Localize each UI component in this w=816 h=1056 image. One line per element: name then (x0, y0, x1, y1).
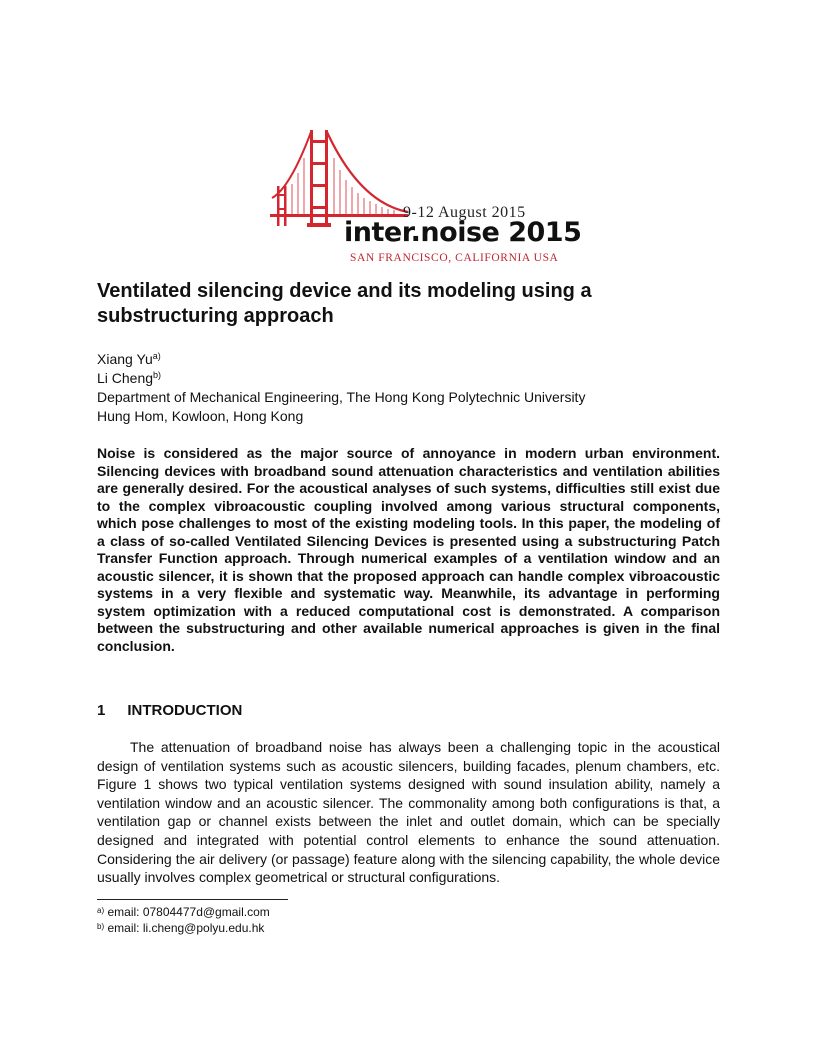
footnote-mark: a) (97, 906, 105, 915)
footnote-text: email: li.cheng@polyu.edu.hk (107, 920, 265, 935)
author-name: Li Cheng (97, 370, 154, 386)
author-footnote-mark: a) (152, 351, 161, 361)
conference-logo (270, 128, 582, 270)
footnote (97, 905, 270, 921)
author-footnote-mark: b) (153, 370, 162, 380)
author-name: Xiang Yu (97, 351, 153, 367)
conference-location: SAN FRANCISCO, CALIFORNIA USA (350, 252, 559, 264)
paper-title: Ventilated silencing device and its modeling using a substructuring approach (97, 280, 592, 327)
author-line (97, 369, 585, 388)
footnote-divider (97, 899, 288, 900)
golden-gate-bridge-icon (270, 128, 410, 228)
footnotes (97, 905, 270, 936)
footnote-text: email: 07804477d@gmail.com (107, 905, 270, 919)
footnote-mark: b) (97, 921, 105, 931)
conference-name: inter.noise 2015 (344, 217, 582, 248)
section-title: INTRODUCTION (127, 702, 243, 719)
conference-date: 9-12 August 2015 (403, 204, 526, 221)
abstract: Noise is considered as the major source of annoyance in modern urban environment. Silencing devices with broadband sound attenuation characteristics and ventilation abilities are generally desired. For the acoustical analyses of such systems, difficulties still exist due to the complex vibroacoustic coupling involved among various structural components, which pose challenges to most of the existing modeling tools. In this paper, the modeling of a class of so-called Ventilated Silencing Devices is presented using a substructuring Patch Transfer Function approach. Through numerical examples of a ventilation window and an acoustic silencer, it is shown that the proposed approach can handle complex vibroacoustic systems in a very flexible and systematic way. Meanwhile, its advantage in performing system optimization with a reduced computational cost is demonstrated. A comparison between the substructuring and other available numerical approaches is given in the final conclusion. (97, 445, 720, 654)
affiliation-address: Hung Hom, Kowloon, Hong Kong (97, 408, 304, 424)
affiliation-department: Department of Mechanical Engineering, The Hong Kong Polytechnic University (97, 389, 586, 405)
author-block (97, 350, 585, 426)
section-heading (97, 702, 242, 719)
introduction-paragraph: The attenuation of broadband noise has always been a challenging topic in the acoustical design of ventilation systems such as acoustic silencers, building facades, plenum chambers, etc. Figure 1 shows two typical ventilation systems designed with sound insulation ability, namely a ventilation window and an acoustic silencer. The commonality among both configurations is that, a ventilation gap or channel exists between the inlet and outlet domain, which can be specially designed and integrated with potential control elements to enhance the sound attenuation. Considering the air delivery (or passage) feature along with the silencing capability, the whole device usually involves complex geometrical or structural configurations. (97, 739, 720, 886)
section-number: 1 (97, 702, 106, 719)
footnote (97, 921, 270, 937)
author-line (97, 350, 585, 369)
